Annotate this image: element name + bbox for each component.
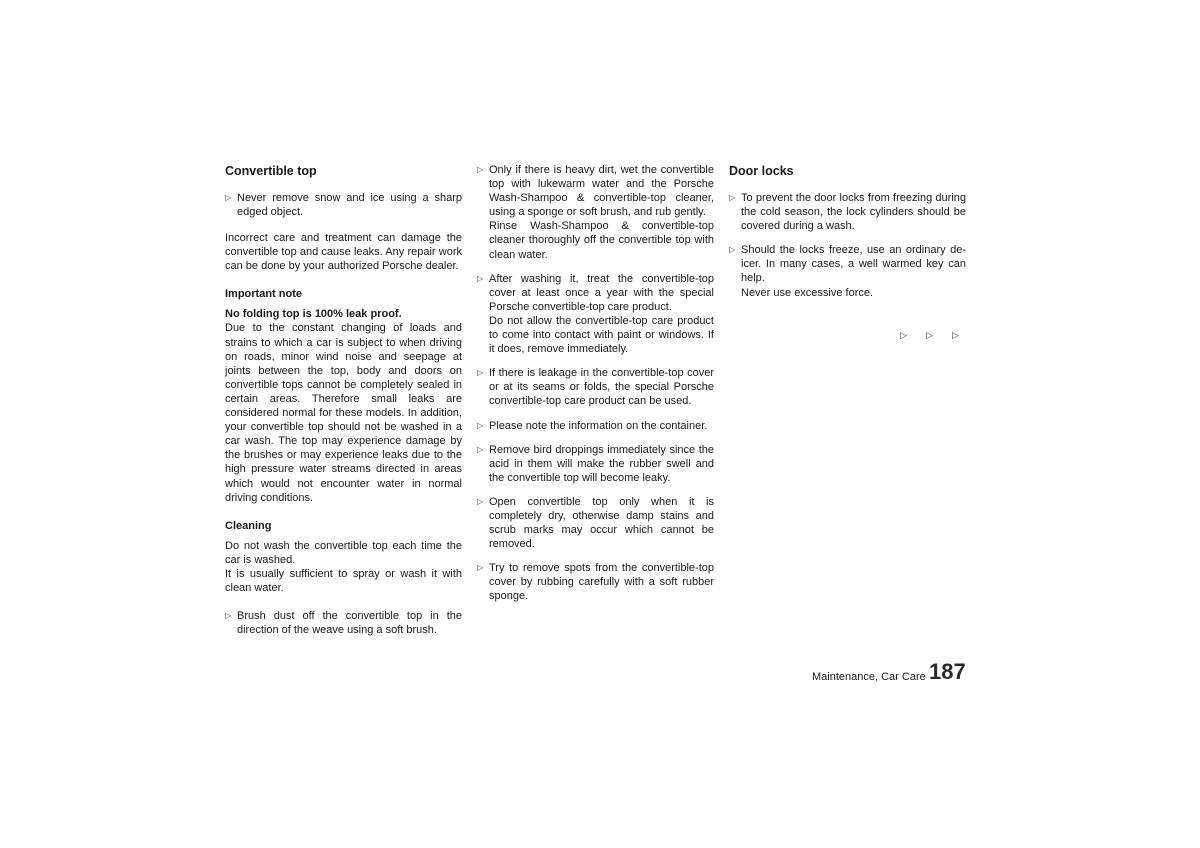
continue-triangle-icon: ▷	[952, 330, 959, 340]
continue-triangle-icon: ▷	[926, 330, 933, 340]
bullet-triangle-icon: ▷	[477, 496, 484, 506]
page-number: 187	[929, 659, 966, 684]
paragraph: It is usually sufficient to spray or wash it with clean water.	[225, 567, 462, 594]
bullet-triangle-icon: ▷	[477, 165, 484, 174]
bullet-triangle-icon: ▷	[225, 611, 232, 621]
list-item: ▷ Never remove snow and ice using a sharp edged object.	[225, 192, 462, 219]
list-item: ▷ Please note the information on the container.	[477, 419, 708, 432]
column-right	[729, 163, 966, 310]
bullet-triangle-icon: ▷	[729, 193, 736, 202]
list-item: ▷ Brush dust off the convertible top in the direction of the weave using a soft brush.	[225, 610, 462, 637]
subheading-leak-proof: No folding top is 100% leak proof.	[225, 308, 402, 321]
footer-section-title: Maintenance, Car Care	[812, 671, 926, 683]
bullet-triangle-icon: ▷	[477, 420, 484, 430]
bullet-triangle-icon: ▷	[477, 563, 484, 573]
bullet-triangle-icon: ▷	[477, 444, 484, 454]
paragraph: Incorrect care and treatment can damage the convertible top and cause leaks. Any repair work can be done by your authorized Porsche dealer.	[225, 232, 462, 273]
subheading-important-note: Important note	[225, 288, 302, 301]
continue-triangle-icon: ▷	[900, 330, 907, 340]
subheading-cleaning: Cleaning	[225, 519, 272, 532]
section-heading-door-locks: Door locks	[729, 164, 794, 178]
bullet-triangle-icon: ▷	[225, 193, 232, 202]
section-heading-convertible-top: Convertible top	[225, 164, 317, 178]
bullet-triangle-icon: ▷	[729, 245, 736, 255]
bullet-triangle-icon: ▷	[477, 368, 484, 378]
paragraph: Due to the constant changing of loads and strains to which a car is subject to when driving on roads, minor wind noise and seepage at joints between the top, body and doors on convertible tops cannot be completely sealed in certain areas. Therefore small leaks are considered normal for these models. In addition, your convertible top should not be washed in a car wash. The top may experience damage by the brushes or may experience leaks due to the high pressure water streams directed in areas which would not encounter water in normal driving conditions.	[225, 322, 462, 504]
paragraph: Do not wash the convertible top each time the car is washed.	[225, 539, 462, 566]
list-item: ▷ To prevent the door locks from freezing during the cold season, the lock cylinders should be covered during a wash.	[729, 192, 966, 233]
list-item: ▷ Open convertible top only when it is completely dry, otherwise damp stains and scrub marks may occur which cannot be removed.	[477, 495, 714, 551]
bullet-triangle-icon: ▷	[477, 273, 484, 283]
column-left	[225, 163, 462, 647]
list-item: ▷ Should the locks freeze, use an ordinary de-icer. In many cases, a well warmed key can help. Never use excessive force.	[729, 244, 966, 299]
list-item: ▷ If there is leakage in the convertible-top cover or at its seams or folds, the special Porsche convertible-top care product can be used.	[477, 367, 714, 408]
list-item: ▷ Remove bird droppings immediately since the acid in them will make the rubber swell and the convertible top will become leaky.	[477, 443, 714, 484]
list-item: ▷ Try to remove spots from the convertible-top cover by rubbing carefully with a soft rubber sponge.	[477, 562, 714, 603]
list-item: ▷ After washing it, treat the convertible-top cover at least once a year with the special Porsche convertible-top care product. Do not allow the convertible-top care product to come into contact with paint or windows. If it does, remove immediately.	[477, 272, 714, 356]
continued-indicator	[900, 330, 978, 341]
column-middle	[477, 163, 714, 614]
list-item: ▷ Only if there is heavy dirt, wet the convertible top with lukewarm water and the Porsche Wash-Shampoo & convertible-top cleaner, using a sponge or soft brush, and rub gently. Rinse Wash-Shampoo & convertible-top cleaner thoroughly off the convertible top with clean water.	[477, 164, 714, 261]
